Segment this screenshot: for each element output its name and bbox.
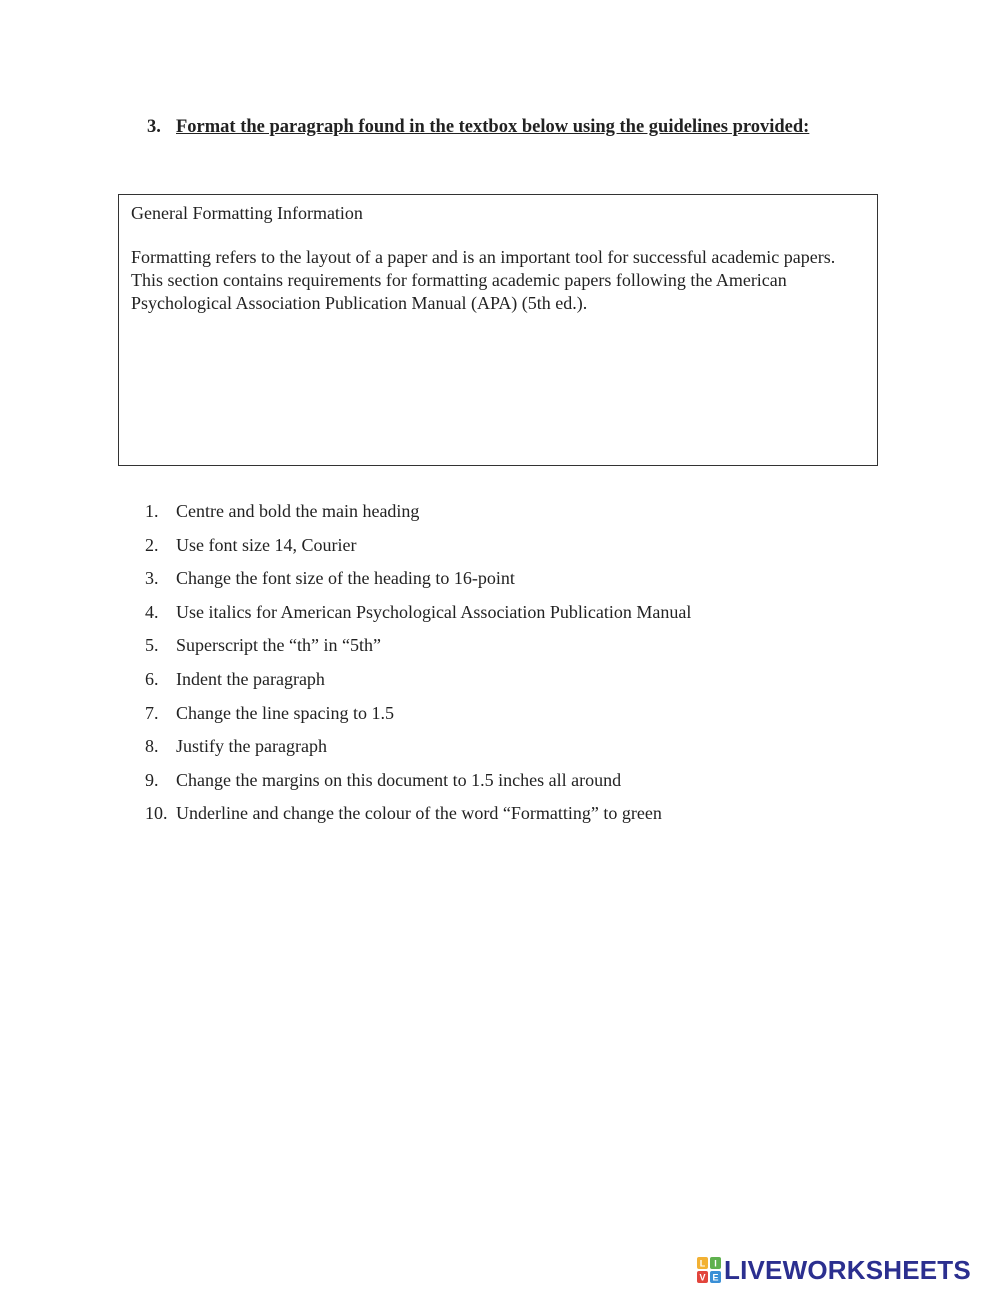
textbox-paragraph: Formatting refers to the layout of a paper and is an important tool for successful academic papers. This section contains requirements for formatting academic papers following the American Psychological Association Publication Manual (APA) (5th ed.). [131,247,836,313]
logo-letter: L [699,1258,706,1269]
guideline-number: 5. [145,635,159,656]
guideline-number: 6. [145,668,159,689]
guideline-number: 10. [145,803,168,824]
guideline-item [145,498,691,532]
guideline-item [145,532,691,566]
guideline-text: Indent the paragraph [176,668,325,689]
logo-letter: E [712,1272,719,1283]
guideline-item [145,666,691,700]
guideline-number: 2. [145,534,159,555]
guideline-number: 4. [145,601,159,622]
liveworksheets-logo-icon [697,1257,721,1283]
guideline-text: Use font size 14, Courier [176,534,357,555]
guideline-text: Underline and change the colour of the word “Formatting” to green [176,803,662,824]
guideline-number: 3. [145,568,159,589]
guideline-text: Change the font size of the heading to 16-point [176,568,515,589]
guideline-number: 9. [145,769,159,790]
guideline-item [145,599,691,633]
guideline-item [145,733,691,767]
guideline-text: Justify the paragraph [176,736,327,757]
guideline-text: Change the line spacing to 1.5 [176,702,394,723]
question-text: Format the paragraph found in the textbox below using the guidelines provided: [176,117,810,137]
guideline-item [145,632,691,666]
textbox-heading: General Formatting Information [131,203,363,223]
formatting-textbox [118,194,878,466]
guideline-text: Superscript the “th” in “5th” [176,635,381,656]
guideline-text: Use italics for American Psychological Association Publication Manual [176,601,692,622]
guideline-number: 8. [145,736,159,757]
guidelines-list [145,498,691,834]
guideline-item [145,565,691,599]
logo-letter: V [699,1272,706,1283]
guideline-item [145,800,691,834]
guideline-item [145,700,691,734]
guideline-item [145,767,691,801]
logo-letter: I [714,1258,717,1269]
liveworksheets-brand [697,1255,971,1285]
guideline-text: Centre and bold the main heading [176,501,420,521]
guideline-number: 7. [145,702,159,723]
brand-name: LIVEWORKSHEETS [724,1255,971,1285]
guideline-number: 1. [145,501,159,521]
guideline-text: Change the margins on this document to 1.5 inches all around [176,769,622,790]
question-number: 3. [147,117,161,137]
question-heading [147,117,809,138]
